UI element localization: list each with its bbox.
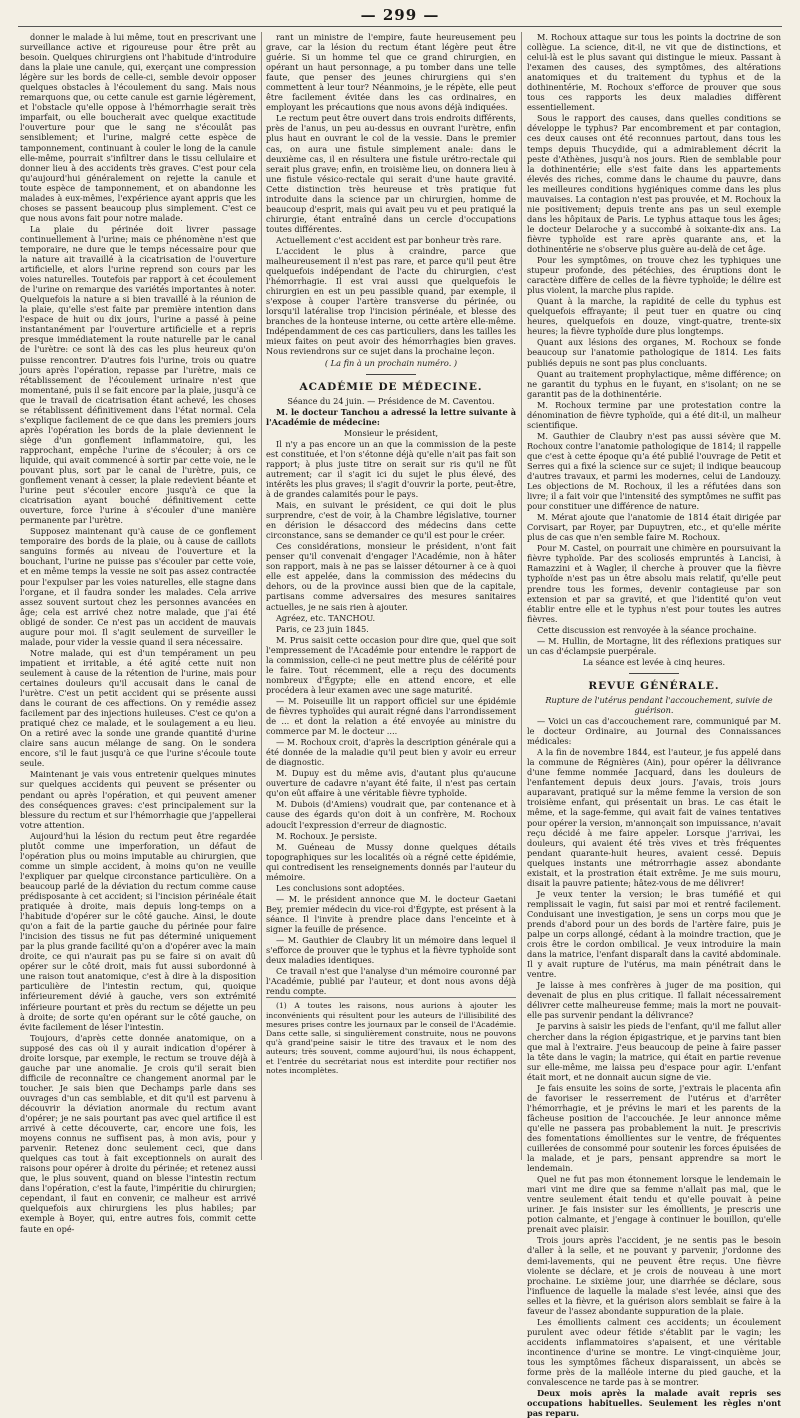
session-line: Séance du 24 juin. — Présidence de M. Caventou.: [287, 395, 495, 406]
section-separator: [366, 374, 416, 375]
article-paragraph: Quel ne fut pas mon étonnement lorsque le lendemain le mari vint me dire que sa femme n'allait pas mal, que le ventre seulement était tendu et qu'elle pouvait à peine uriner. Je fais insister sur les émollients, je prescris une potion calmante, et j'engage à continuer le bouillon, qu'elle prenait avec plaisir.: [527, 1174, 781, 1235]
letter-paragraph: Mais, en suivant le président, ce qui doit le plus surprendre, c'est de voir, à la Chambre législative, tourner en dérision le désaccord des médecins dans cette circonstance, sans se demander ce qu'il est pour le créer.: [266, 500, 516, 541]
paragraph: M. Gauthier de Claubry n'est pas aussi sévère que M. Rochoux contre l'anatomie pathologique de 1814; il rappelle que c'est à cette époque qu'a été publié l'ouvrage de Petit et Serres qui a fixé la science sur ce sujet; il indique beaucoup d'autres travaux, et parmi les modernes, celui de Landouzy. Les objections de M. Rochoux, il les a réfutées dans son livre; il a fait voir que l'intensité des symptômes ne suffit pas pour constituer une différence de nature.: [527, 430, 781, 512]
paragraph: Toujours, d'après cette donnée anatomique, on a supposé des cas où il y aurait indication d'opérer à droite lorsque, par exemple, le rectum se trouve déjà à gauche par une anomalie. Je crois qu'il serait bien difficile de reconnaître ce changement anormal par le toucher. Je sais bien que Dechamps parle dans ses ouvrages d'un cas semblable, et dit qu'il est parvenu à découvrir la déviation anormale du rectum avant d'opérer; je ne sais pourtant pas avec quel artifice il est arrivé à cette découverte, car, encore une fois, les moyens connus ne suffisent pas, à mon avis, pour y parvenir. Retenez donc seulement ceci, que dans quelques cas tout à fait exceptionnels on aurait des raisons pour opérer à droite du périnée; et retenez aussi que, le plus souvent, quand on blesse l'intestin rectum dans l'opération, c'est la faute, l'impéritie du chirurgien; cependant, il faut en convenir, ce malheur est arrivé quelquefois aux chirurgiens les plus habiles; par exemple à Boyer, qui, entre autres fois, commit cette faute en opé-: [20, 1032, 256, 1234]
paragraph: Actuellement c'est accident est par bonheur très rare.: [276, 234, 502, 245]
article-paragraph: Deux mois après la malade avait repris ses occupations habituelles. Seulement les règles n'ont pas reparu.: [527, 1388, 781, 1418]
proceedings-paragraph: — M. Rochoux croit, d'après la description générale qui a été donnée de la maladie qu'il peut bien y avoir eu erreur de diagnostic.: [266, 737, 516, 768]
article-paragraph: Trois jours après l'accident, je ne sentis pas le besoin d'aller à la selle, et ne pouvant y parvenir, j'ordonne des demi-lavements, qui ne peuvent être reçus. Une fièvre violente se déclare, et je crois de nouveau à une mort prochaine. Le sixième jour, une diarrhée se déclare, sous l'influence de laquelle la malade s'est levée, ainsi que des selles et la fièvre, et la guérison alors semblait se faire à la faveur de l'assez abondante suppuration de la plaie.: [527, 1235, 781, 1316]
paragraph: Le rectum peut être ouvert dans trois endroits différents, près de l'anus, un peu au-dessus en ouvrant l'urètre, enfin plus haut en ouvrant le col de la vessie. Dans le premier cas, on aura une fistule simplement anale: dans le deuxième cas, il en résultera une fistule urétro-rectale qui serait plus grave; enfin, en troisième lieu, on donnera lieu à une fistule vésico-rectale qui serait d'une haute gravité. Cette distinction très heureuse et très pratique fut introduite dans la science par un chirurgien, homme de beaucoup d'esprit, mais qui avait peu vu et peu pratiqué la chirurgie, étant entraîné dans un cercle d'occupations toutes différentes.: [266, 113, 516, 234]
column-3: [527, 32, 781, 1418]
header-rule: [18, 26, 782, 27]
section-separator: [629, 673, 679, 674]
article-paragraph: Je parvins à saisir les pieds de l'enfant, qu'il me fallut aller chercher dans la région épigastrique, et je parvins tant bien que mal à l'extraire. J'eus beaucoup de peine à faire passer la tête dans le vagin; la matrice, qui était en partie revenue sur elle-même, me laissa peu d'espace pour agir. L'enfant était mort, et ne donnait aucun signe de vie.: [527, 1021, 781, 1082]
paragraph: La séance est levée à cinq heures.: [582, 656, 726, 667]
proceedings-paragraph: Ce travail n'est que l'analyse d'un mémoire couronné par l'Académie, publié par l'auteur, et dont nous avons déjà rendu compte.: [266, 966, 516, 997]
letter-paragraph: Il n'y a pas encore un an que la commission de la peste est constituée, et l'on s'étonne déjà qu'elle n'ait pas fait son rapport; à plus juste titre on serait sur ris qu'il ne fût autrement; car il s'agit ici du sujet le plus élevé, des intérêts les plus graves; il s'agit d'ouvrir la porte, peut-être, à de grandes calamités pour le pays.: [266, 438, 516, 500]
article-paragraph: A la fin de novembre 1844, est l'auteur, je fus appelé dans la commune de Régnières (Ain), pour opérer la délivrance d'une femme nommée Jacquard, dans les douleurs de l'enfantement depuis deux jours. J'avais, trois jours auparavant, pratiqué sur la même femme la version de son troisième enfant, qui présentait un bras. Le cas était le même, et la sage-femme, qui avait fait de vaines tentatives pour opérer la version, m'annonçait son impuissance, n'avait reçu décidé à me faire appeler. Lorsque j'arrivai, les douleurs, qui avaient été très vives et très fréquentes pendant quarante-huit heures, avaient cessé. Depuis quelques instants une métrorrhagie assez abondante existait, et la prostration était extrême. Je me suis mouru, disait la pauvre patiente; hâtez-vous de me délivrer!: [527, 747, 781, 888]
paragraph: Maintenant je vais vous entretenir quelques minutes sur quelques accidents qui peuvent se présenter ou pendant ou après l'opération, et qui peuvent amener des conséquences graves: c'est principalement sur la blessure du rectum et sur l'hémorrhagie que j'appellerai votre attention.: [20, 769, 256, 830]
paragraph: Pour M. Castel, on pourrait une chimère en poursuivant la fièvre typhoïde. Par des scoliosés empruntés à Lancisi, à Ramazzini et à Wagler, il cherche à prouver que la fièvre typhoïde n'est pas un être absolu mais relatif, qu'elle peut prendre tous les formes, devenir contagieuse par son extension et par sa gravité, et que l'identité qu'on veut établir entre elle et le typhus n'est pour toutes les autres fièvres.: [527, 543, 781, 624]
paragraph: L'accident le plus à craindre, parce que malheureusement il n'est pas rare, et parce qu'il peut être quelquefois indépendant de l'acte du chirurgien, c'est l'hémorrhagie. Il est vrai aussi que quelquefois le chirurgien en est un peu passible quand, par exemple, il s'expose à couper l'artère transverse du périnée, ou lorsqu'il latéralise trop l'incision périnéale, et blesse des branches de la honteuse interne, ou cette artère elle-même. Indépendamment de ces cas particuliers, dans les tailles les mieux faites on peut avoir des hémorrhagies bien graves. Nous reviendrons sur ce sujet dans la prochaine leçon.: [266, 245, 516, 357]
paragraph: M. Mérat ajoute que l'anatomie de 1814 était dirigée par Corvisart, par Royer, par Dupuytren, etc., et qu'elle mérite plus de cas que n'en semble faire M. Rochoux.: [527, 512, 781, 543]
proceedings-paragraph: — M. Gauthier de Claubry lit un mémoire dans lequel il s'efforce de prouver que le typhus et la fièvre typhoïde sont deux maladies identiques.: [266, 935, 516, 966]
letter-salutation: Monsieur le président,: [343, 427, 439, 438]
paragraph: M. Rochoux attaque sur tous les points la doctrine de son collègue. La science, dit-il, ne vit que de distinctions, et celui-là est le plus savant qui distingue le mieux. Passant à l'examen des causes, des symptômes, des altérations anatomiques et du traitement du typhus et de la dothinentérie, M. Rochoux s'efforce de prouver que sous tous ces rapports les deux maladies diffèrent essentiellement.: [527, 32, 781, 113]
paragraph: rant un ministre de l'empire, faute heureusement peu grave, car la lésion du rectum étant légère peut être guérie. Si un homme tel que ce grand chirurgien, en opérant un haut personnage, a pu tomber dans une telle faute, que penser des jeunes chirurgiens qui s'en commettent à leur tour? Néanmoins, je le répète, elle peut être facilement évitée dans les cas ordinaires, en employant les précautions que nous avons déjà indiquées.: [266, 32, 516, 113]
article-paragraph: Les émollients calment ces accidents; un écoulement purulent avec odeur fétide s'établit par le vagin; les accidents inflammatoires s'apaisent, et une véritable incontinence d'urine se montre. Le vingt-cinquième jour, tous les symptômes fâcheux disparaissent, un abcès se forme près de la malléole interne du pied gauche, et la convalescence ne tarde pas à se montrer.: [527, 1316, 781, 1388]
column-2: [266, 32, 516, 1160]
letter-signature: Agréez, etc. TANCHOU.: [276, 612, 376, 623]
continuation-note: ( La fin à un prochain numéro. ): [324, 357, 458, 368]
article-title: Rupture de l'utérus pendant l'accouchement, suivie de guérison.: [545, 694, 773, 715]
paragraph: Pour les symptômes, on trouve chez les typhiques une stupeur profonde, des pétéchies, des éruptions dont le caractère diffère de celles de la fièvre typhoïde; le délire est plus violent, la marche plus rapide.: [527, 255, 781, 296]
page-number: — 299 —: [360, 6, 440, 24]
section-title: REVUE GÉNÉRALE.: [588, 679, 720, 692]
proceedings-paragraph: M. Rochoux. Je persiste.: [276, 830, 378, 841]
proceedings-paragraph: — M. le président annonce que M. le docteur Gaetani Bey, premier médecin du vice-roi d'Égypte, est présent à la séance. Il l'invite à prendre place dans l'enceinte et à signer la feuille de présence.: [266, 893, 516, 934]
column-rule-1: [261, 32, 262, 1160]
proceedings-paragraph: M. Dupuy est du même avis, d'autant plus qu'aucune ouverture de cadavre n'ayant été faite, il n'est pas certain qu'on eût affaire à une véritable fièvre typhoïde.: [266, 768, 516, 799]
article-paragraph: Je laisse à mes confrères à juger de ma position, qui devenait de plus en plus critique. Il fallait nécessairement délivrer cette malheureuse femme; mais la mort ne pouvait-elle pas survenir pendant la délivrance?: [527, 980, 781, 1021]
paragraph: — M. Hullin, de Mortagne, lit des réflexions pratiques sur un cas d'éclampsie puerpérale.: [527, 635, 781, 656]
paragraph: Quant à la marche, la rapidité de celle du typhus est quelquefois effrayante; il peut tuer en quatre ou cinq heures, quelquefois en douze, vingt-quatre, trente-six heures; la fièvre typhoïde dure plus longtemps.: [527, 296, 781, 337]
letter-intro: M. le docteur Tanchou a adressé la lettre suivante à l'Académie de médecine:: [266, 406, 516, 427]
article-source: — Voici un cas d'accouchement rare, communiqué par M. le docteur Ordinaire, au Journal des Connaissances médicales:: [527, 716, 781, 747]
paragraph: Quant aux lésions des organes, M. Rochoux se fonde beaucoup sur l'anatomie pathologique de 1814. Les faits publiés depuis ne sont pas plus concluants.: [527, 337, 781, 368]
paragraph: La plaie du périnée doit livrer passage continuellement à l'urine; mais ce phénomène n'est que temporaire, ne dure que le temps nécessaire pour que la nature ait travaillé à la cicatrisation de l'ouverture artificielle, et alors l'urine reprend son cours par les voies naturelles. Toutefois par rapport à cet écoulement de l'urine on remarque des variétés importantes à noter. Quelquefois la nature a si bien travaillé à la réunion de la plaie, qu'elle s'est faite par première intention dans l'espace de huit ou dix jours, l'urine a passé à peine instantanément par l'ouverture artificielle et a repris presque immédiatement la route naturelle par le canal de l'urètre: ce sont là des cas les plus heureux qu'on puisse rencontrer. D'autres fois l'urine, trois ou quatre jours après l'opération, repasse par l'urètre, mais ce rétablissement de l'écoulement urinaire n'est que momentané, puis il se fait encore par la plaie, jusqu'à ce que le travail de cicatrisation étant achevé, les choses se rétablissent définitivement dans l'état normal. Cela s'explique facilement de ce que dans les premiers jours après l'opération les bords de la plaie deviennent le siège d'un gonflement inflammatoire, qui, les rapprochant, empêche l'urine de s'écouler; à ors ce liquide, qui avait commencé à sortir par cette voie, ne le pouvant plus, sort par le canal de l'urètre, puis, ce gonflement venant à cesser, la plaie redevient béante et l'urine peut s'écouler encore jusqu'à ce que la cicatrisation ayant bouché définitivement cette ouverture, force l'urine à s'écouler d'une manière permanente par l'urètre.: [20, 223, 256, 526]
paragraph: Notre malade, qui est d'un tempérament un peu impatient et irritable, a été agité cette nuit non seulement à cause de la rétention de l'urine, mais pour certaines douleurs qu'il accusait dans le canal de l'urètre. C'est un petit accident qui se présente aussi dans le courant de ces affections. On y remédie assez facilement par des injections huileuses. C'est ce qu'on a pratiqué chez ce malade, et le soulagement a eu lieu. On a retiré avec la sonde une grande quantité d'urine claire sans aucun mélange de sang. On le sondera encore, s'il le faut jusqu'à ce que l'urine s'écoule toute seule.: [20, 647, 256, 769]
proceedings-paragraph: M. Dubois (d'Amiens) voudrait que, par contenance et à cause des égards qu'on doit à un confrère, M. Rochoux adoucît l'expression d'erreur de diagnostic.: [266, 799, 516, 830]
letter-paragraph: Ces considérations, monsieur le président, n'ont fait penser qu'il convenait d'engager l'Académie, non à hâter son rapport, mais à ne pas se laisser détourner à ce à quoi elle est appelée, dans la commission des médecins du dehors, ou de la province aussi bien que de la capitale, partisans comme adversaires des mesures sanitaires actuelles, je ne sais rien à ajouter.: [266, 541, 516, 612]
paragraph: Aujourd'hui la lésion du rectum peut être regardée plutôt comme une imperforation, un défaut de l'opération plus ou moins imputable au chirurgien, que comme un simple accident, à moins qu'on ne veuille l'expliquer par quelque circonstance particulière. On a beaucoup parlé de la déviation du rectum comme cause prédisposante à cet accident; si l'incision périnéale était pratiquée à droite, mais depuis long-temps on a l'habitude d'opérer sur le côté gauche. Ainsi, le doute qu'on a fait de la partie gauche du périnée pour faire l'incision des tissus ne fut pas déterminé uniquement par la plus grande facilité qu'on a d'opérer avec la main droite, ce qui n'aurait pas pu se faire si on avait dû opérer sur le côté droit, mais fut aussi subordonné à une raison tout anatomique, c'est à dire à la disposition particulière de l'intestin rectum, qui, quoique inférieurement dévié à gauche, vers son extrémité inférieure pourtant et près du rectum se déjette un peu à droite; de sorte qu'en opérant sur le côté gauche, on évite facilement de léser l'intestin.: [20, 830, 256, 1032]
paragraph: Supposez maintenant qu'à cause de ce gonflement temporaire des bords de la plaie, ou à cause de caillots sanguins formés au niveau de l'ouverture et la bouchant, l'urine ne puisse pas s'écouler par cette voie, et en même temps la vessie ne soit pas assez contractée pour l'expulser par les voies naturelles, elle stagne dans l'organe, et il faudra sonder les malades. Cela arrive assez souvent surtout chez les personnes avancées en âge; cela est arrivé chez notre malade, que j'ai été obligé de sonder. Ce n'est pas un accident de mauvais augure pour moi. Il s'agit seulement de surveiller le malade, pour vider la vessie quand il sera nécessaire.: [20, 526, 256, 647]
footnote: (1) A toutes les raisons, nous aurions à ajouter les inconvénients qui résultent pour les auteurs de l'illisibilité des mesures prises contre les journaux par le conseil de l'Académie. Dans cette salle, si singulièrement construite, nous ne pouvons qu'à grand'peine saisir le titre des travaux et le nom des auteurs; très souvent, comme aujourd'hui, ils nous échappent, et l'entrée du secrétariat nous est interdite pour rectifier nos notes incomplètes.: [266, 997, 516, 1075]
paragraph: Quant au traitement prophylactique, même différence; on ne garantit du typhus en le fuyant, en s'isolant; on ne se garantit pas de la dothinentérie.: [527, 368, 781, 399]
paragraph: donner le malade à lui même, tout en prescrivant une surveillance active et rigoureuse pour être prêt au besoin. Quelques chirurgiens ont l'habitude d'introduire dans la plaie une canule, qui, exerçant une compression légère sur les bords de celle-ci, semble devoir opposer quelques obstacles à l'écoulement du sang. Mais nous remarquons que, ou cette canule est garnie légèrement, et l'obstacle qu'elle oppose à l'hémorrhagie serait très imparfait, ou elle boucherait avec quelque exactitude l'ouverture pour que le sang ne s'écoulât pas sensiblement; et l'urine, malgré cette espèce de tamponnement, continuant à couler le long de la canule elle-même, pourrait s'infiltrer dans le tissu cellulaire et donner lieu à des accidents très graves. C'est pour cela qu'aujourd'hui généralement on rejette la canule et toute espèce de tamponnement, et on abandonne les malades à eux-mêmes, l'expérience ayant appris que les choses se passent beaucoup plus simplement. C'est ce que nous avons fait pour notre malade.: [20, 32, 256, 223]
paragraph: M. Rochoux termine par une protestation contre la dénomination de fièvre typhoïde, qui a été dit-il, un malheur scientifique.: [527, 399, 781, 430]
letter-date: Paris, ce 23 juin 1845.: [276, 623, 369, 634]
column-1: [20, 32, 256, 1234]
section-title: ACADÉMIE DE MÉDECINE.: [299, 380, 483, 393]
paragraph: Cette discussion est renvoyée à la séance prochaine.: [537, 624, 757, 635]
proceedings-paragraph: M. Guéneau de Mussy donne quelques détails topographiques sur les localités où a régné cette épidémie, qui contredisent les renseignements donnés par l'auteur du mémoire.: [266, 841, 516, 882]
paragraph: Sous le rapport des causes, dans quelles conditions se développe le typhus? Par encombrement et par contagion, ces deux causes ont été reconnues partout, dans tous les temps depuis Thucydide, qui a admirablement décrit la peste d'Athènes, jusqu'à nos jours. Rien de semblable pour la dothinentérie; elle s'est faite dans les appartements élevés des riches, comme dans le chaume du pauvre, dans les meilleures conditions hygiéniques comme dans les plus mauvaises. La contagion n'est pas prouvée, et M. Rochoux la nie positivement; depuis trente ans pas un seul exemple dans les hôpitaux de Paris. Le typhus attaque tous les âges; le docteur Delaroche y a succombé à soixante-dix ans. La fièvre typhoïde est rare après quarante ans, et la dothinentérie ne s'observe plus guère au-delà de cet âge.: [527, 113, 781, 254]
proceedings-paragraph: Les conclusions sont adoptées.: [276, 882, 405, 893]
article-paragraph: Je veux tenter la version; le bras tuméfié et qui remplissait le vagin, fut saisi par moi et rentré facilement. Conduisant une investigation, je sens un corps mou que je prends d'abord pour un des bords de l'artère faire, puis je palpe un corps allongé, cédant à la moindre traction, que je crois être le cordon ombilical. Je veux introduire la main dans la matrice, l'enfant disparaît dans la cavité abdominale. Il y avait rupture de l'utérus, ma main pénétrait dans le ventre.: [527, 888, 781, 980]
column-rule-2: [521, 32, 522, 1160]
article-paragraph: Je fais ensuite les soins de sorte, j'extrais le placenta afin de favoriser le resserrement de l'utérus et d'arrêter l'hémorrhagie, et je prévins le mari et les parents de la fâcheuse position de l'accouchée. Je leur annonce même qu'elle ne passera pas probablement la nuit. Je prescrivis des fomentations émollientes sur le ventre, de fréquentes cuillerées de consommé pour soutenir les forces épuisées de la malade, et je pars, pensant apprendre sa mort le lendemain.: [527, 1082, 781, 1174]
proceedings-paragraph: — M. Poiseuille lit un rapport officiel sur une épidémie de fièvres typhoïdes qui aurait régné dans l'arrondissement de ... et dont la relation a été envoyée au ministre du commerce par M. le docteur ....: [266, 695, 516, 737]
proceedings-paragraph: M. Prus saisit cette occasion pour dire que, quel que soit l'empressement de l'Académie pour entendre le rapport de la commission, celle-ci ne peut mettre plus de célérité pour le faire. Tout récemment, elle a reçu des documents nombreux d'Égypte; elle en attend encore, et elle procédera à leur examen avec une sage maturité.: [266, 634, 516, 695]
